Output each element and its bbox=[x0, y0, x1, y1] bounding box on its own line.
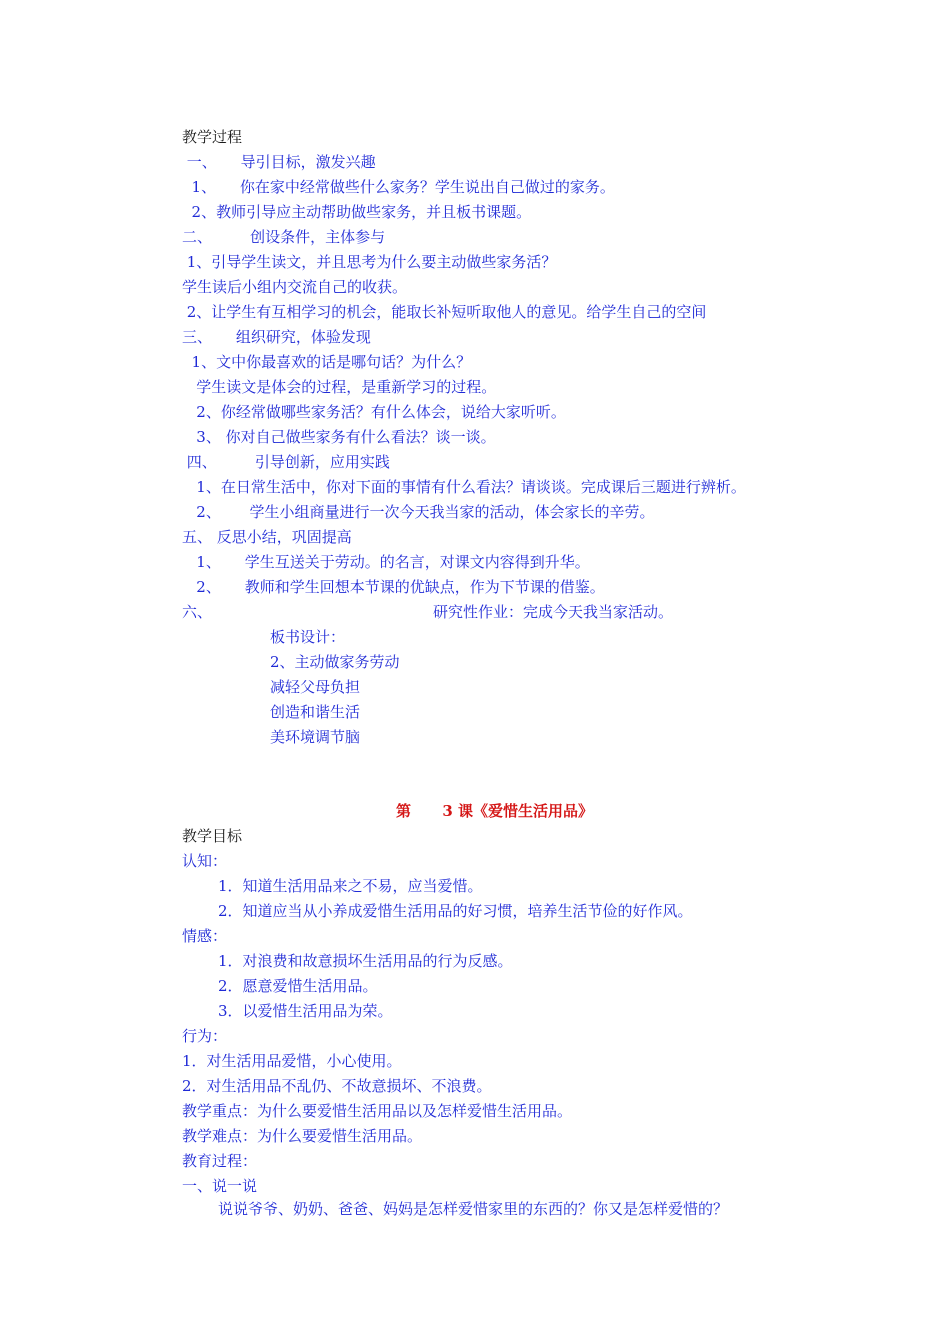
key-point: 教学重点：为什么要爱惜生活用品以及怎样爱惜生活用品。 bbox=[182, 1102, 573, 1120]
emotion-item: 2．愿意爱惜生活用品。 bbox=[218, 977, 378, 995]
lesson-title: 第 3 课《爱惜生活用品》 bbox=[396, 802, 593, 820]
section-3-line: 2、你经常做哪些家务活？有什么体会，说给大家听听。 bbox=[182, 403, 566, 421]
section-3-line: 3、 你对自己做些家务有什么看法？谈一谈。 bbox=[182, 428, 496, 446]
section-1-line: 2、教师引导应主动帮助做些家务，并且板书课题。 bbox=[182, 203, 532, 221]
section-2-line: 学生读后小组内交流自己的收获。 bbox=[182, 278, 408, 296]
emotion-item: 1．对浪费和故意损坏生活用品的行为反感。 bbox=[218, 952, 513, 970]
section-1-line: 1、 你在家中经常做些什么家务？学生说出自己做过的家务。 bbox=[182, 178, 615, 196]
section-heading: 教学过程 bbox=[182, 128, 243, 146]
behavior-item: 2．对生活用品不乱仍、不故意损坏、不浪费。 bbox=[182, 1077, 492, 1095]
section-5-title: 五、 反思小结，巩固提高 bbox=[182, 528, 352, 546]
step-line: 说说爷爷、奶奶、爸爸、妈妈是怎样爱惜家里的东西的？你又是怎样爱惜的？ bbox=[218, 1200, 729, 1218]
step-title: 一、说一说 bbox=[182, 1177, 258, 1195]
section-5-line: 1、 学生互送关于劳动。的名言，对课文内容得到升华。 bbox=[182, 553, 590, 571]
board-line: 2、主动做家务劳动 bbox=[270, 653, 400, 671]
board-line: 创造和谐生活 bbox=[270, 703, 361, 721]
emotion-item: 3．以爱惜生活用品为荣。 bbox=[218, 1002, 393, 1020]
process-heading: 教育过程： bbox=[182, 1152, 258, 1170]
section-5-line: 2、 教师和学生回想本节课的优缺点，作为下节课的借鉴。 bbox=[182, 578, 605, 596]
teaching-goal-heading: 教学目标 bbox=[182, 827, 243, 845]
section-4-line: 1、在日常生活中，你对下面的事情有什么看法？请谈谈。完成课后三题进行辨析。 bbox=[182, 478, 746, 496]
section-2-line: 2、让学生有互相学习的机会，能取长补短听取他人的意见。给学生自己的空间 bbox=[182, 303, 707, 321]
emotion-label: 情感： bbox=[182, 927, 228, 945]
section-1-title: 一、 导引目标，激发兴趣 bbox=[182, 153, 376, 171]
board-line: 减轻父母负担 bbox=[270, 678, 361, 696]
cognition-item: 1．知道生活用品来之不易，应当爱惜。 bbox=[218, 877, 483, 895]
section-4-title: 四、 引导创新，应用实践 bbox=[182, 453, 390, 471]
behavior-label: 行为： bbox=[182, 1027, 228, 1045]
cognition-item: 2．知道应当从小养成爱惜生活用品的好习惯，培养生活节俭的好作风。 bbox=[218, 902, 693, 920]
board-line: 美环境调节脑 bbox=[270, 728, 361, 746]
section-6-label: 六、 bbox=[182, 603, 213, 621]
board-design-title: 板书设计： bbox=[270, 628, 346, 646]
section-6-text: 研究性作业：完成今天我当家活动。 bbox=[433, 603, 674, 621]
section-2-line: 1、引导学生读文，并且思考为什么要主动做些家务活？ bbox=[182, 253, 557, 271]
section-3-line: 1、文中你最喜欢的话是哪句话？为什么？ bbox=[182, 353, 472, 371]
section-2-title: 二、 创设条件，主体参与 bbox=[182, 228, 386, 246]
section-4-line: 2、 学生小组商量进行一次今天我当家的活动，体会家长的辛劳。 bbox=[182, 503, 655, 521]
cognition-label: 认知： bbox=[182, 852, 228, 870]
behavior-item: 1．对生活用品爱惜，小心使用。 bbox=[182, 1052, 402, 1070]
difficult-point: 教学难点：为什么要爱惜生活用品。 bbox=[182, 1127, 423, 1145]
section-3-line: 学生读文是体会的过程，是重新学习的过程。 bbox=[182, 378, 497, 396]
section-3-title: 三、 组织研究，体验发现 bbox=[182, 328, 371, 346]
